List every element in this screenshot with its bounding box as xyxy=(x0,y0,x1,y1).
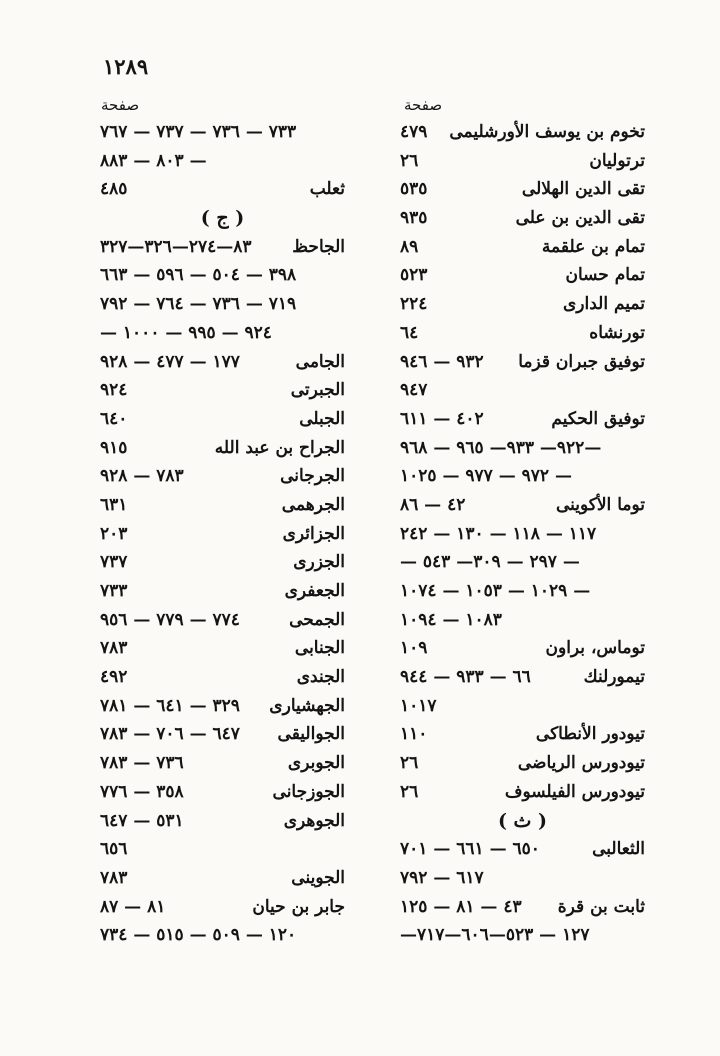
entry-pages: ١٧٧ — ٤٧٧ — ٩٢٨ xyxy=(100,351,240,372)
index-entry xyxy=(100,491,345,520)
entry-pages: ٢٢٤ xyxy=(400,294,428,315)
entry-pages: ٧٣٣ xyxy=(100,581,128,601)
index-entry xyxy=(400,692,645,721)
entry-pages: ١٠٨٣ — ١٠٩٤ xyxy=(400,609,502,630)
entry-pages: ١٢٠ — ٥٠٩ — ٥١٥ — ٧٣٤ xyxy=(100,925,297,946)
entry-pages: ٧١٩ — ٧٣٦ — ٧٦٤ — ٧٩٢ xyxy=(100,294,297,315)
entry-pages: — ٩٧٢ — ٩٧٧ — ١٠٢٥ xyxy=(400,466,572,487)
entry-name: توفيق الحكيم xyxy=(551,408,645,429)
entry-pages: ٧٧٤ — ٧٧٩ — ٩٥٦ xyxy=(100,609,240,630)
entry-pages: ٥٣١ — ٦٤٧ xyxy=(100,810,184,831)
index-entry xyxy=(400,462,645,491)
section-letter: ( ج ) xyxy=(200,207,245,230)
index-entry xyxy=(400,606,645,635)
index-entry xyxy=(100,147,345,176)
entry-pages: ٢٦ xyxy=(400,150,419,171)
entry-pages: ٨٣—٢٧٤—٣٢٦—٣٢٧ xyxy=(100,236,252,257)
index-entry xyxy=(100,692,345,721)
entry-name: الجنابى xyxy=(294,638,345,659)
entry-pages: ٣٩٨ — ٥٠٤ — ٥٩٦ — ٦٦٣ xyxy=(100,265,297,286)
entry-name: الجوينى xyxy=(291,867,345,888)
entry-name: الجبلى xyxy=(299,408,345,429)
entry-pages: ٩٢٤ — ٩٩٥ — ١٠٠٠ — xyxy=(100,322,272,343)
entry-pages: ٥٣٥ xyxy=(400,179,428,200)
entry-name: الثعالبى xyxy=(592,839,645,860)
entry-pages: ٤٠٢ — ٦١١ xyxy=(400,408,484,429)
index-entry xyxy=(100,548,345,577)
index-entry xyxy=(100,261,345,290)
entry-name: الجرجانى xyxy=(280,466,345,487)
section-letter: ( ث ) xyxy=(497,809,548,832)
index-entry xyxy=(100,749,345,778)
entry-pages: — ٨٠٣ — ٨٨٣ xyxy=(100,150,207,171)
entry-name: الجوبرى xyxy=(287,753,345,774)
entry-pages: ١٢٧ — ٥٢٣—٦٠٦—٧١٧— xyxy=(400,925,590,946)
index-entry xyxy=(100,634,345,663)
index-entry xyxy=(100,606,345,635)
entry-name: الجمحى xyxy=(289,609,345,630)
index-entry xyxy=(400,520,645,549)
index-entry xyxy=(400,434,645,463)
index-entry xyxy=(100,290,345,319)
index-entry xyxy=(400,749,645,778)
index-entry xyxy=(100,376,345,405)
entry-pages: ٦٤٧ — ٧٠٦ — ٧٨٣ xyxy=(100,724,240,745)
index-entry xyxy=(400,921,645,950)
index-entry xyxy=(400,204,645,233)
entry-pages: ١١٠ xyxy=(400,724,428,745)
index-entry xyxy=(400,893,645,922)
entry-name: توفيق جبران قزما xyxy=(518,351,645,372)
entry-pages: ١٠٩ xyxy=(400,638,428,659)
index-entry xyxy=(100,405,345,434)
entry-name: ثعلب xyxy=(309,179,345,200)
entry-pages: ٨١ — ٨٧ xyxy=(100,896,166,917)
entry-name: الجوزجانى xyxy=(272,781,345,802)
entry-pages: ٦٤ xyxy=(400,322,419,343)
entry-name: الجاحظ xyxy=(292,236,345,257)
index-entry xyxy=(400,405,645,434)
entry-name: الجبرتى xyxy=(290,380,345,401)
section-heading xyxy=(100,204,345,233)
entry-pages: ٢٦ xyxy=(400,753,419,774)
index-entry xyxy=(400,233,645,262)
entry-name: توما الأكوينى xyxy=(555,494,645,515)
entry-pages: ٦٣١ xyxy=(100,494,128,515)
entry-name: تيودور الأنطاكى xyxy=(535,724,645,745)
entry-pages: ٣٢٩ — ٦٤١ — ٧٨١ xyxy=(100,695,240,716)
entry-pages: ٤٨٥ xyxy=(100,179,128,200)
entry-pages: ٤٧٩ xyxy=(400,122,428,142)
index-entry xyxy=(400,491,645,520)
index-entry xyxy=(100,893,345,922)
index-entry xyxy=(100,520,345,549)
entry-name: الجوهرى xyxy=(283,810,345,831)
index-column-left xyxy=(100,118,345,950)
column-header-right: صفحة xyxy=(404,96,443,114)
index-entry xyxy=(400,663,645,692)
entry-name: تمام حسان xyxy=(565,265,645,286)
index-entry xyxy=(100,778,345,807)
entry-pages: ٢٠٣ xyxy=(100,523,128,544)
entry-pages: ٩٣٢ — ٩٤٦ xyxy=(400,351,484,372)
entry-name: الجراح بن عبد الله xyxy=(214,437,345,458)
index-entry xyxy=(100,319,345,348)
entry-name: تيودورس الفيلسوف xyxy=(504,781,645,802)
entry-name: تخوم بن يوسف الأورشليمى xyxy=(449,122,645,142)
entry-name: ثابت بن قرة xyxy=(557,896,645,917)
index-entry xyxy=(100,864,345,893)
entry-pages: ٧٨٣ xyxy=(100,867,128,888)
entry-pages: ٩٤٧ xyxy=(400,380,428,401)
entry-name: تقى الدين بن على xyxy=(515,208,645,229)
index-column-right xyxy=(400,118,645,950)
index-entry xyxy=(100,118,345,147)
entry-name: الجرهمى xyxy=(281,494,345,515)
page-number: ١٢٨٩ xyxy=(103,54,149,79)
entry-pages: ٥٢٣ xyxy=(400,265,428,286)
entry-pages: ٤٢ — ٨٦ xyxy=(400,494,466,515)
entry-name: الجواليقى xyxy=(277,724,345,745)
entry-name: تورنشاه xyxy=(589,322,645,343)
entry-pages: ٦٤٠ xyxy=(100,408,128,429)
index-entry xyxy=(100,434,345,463)
index-entry xyxy=(400,548,645,577)
index-entry xyxy=(400,175,645,204)
entry-name: تيودورس الرياضى xyxy=(517,753,645,774)
index-entry xyxy=(100,175,345,204)
index-entry xyxy=(400,778,645,807)
entry-name: الجزائرى xyxy=(282,523,345,544)
index-entry xyxy=(400,147,645,176)
entry-pages: ١١٧ — ١١٨ — ١٣٠ — ٢٤٢ xyxy=(400,523,597,544)
entry-pages: ٧٣٧ xyxy=(100,552,128,573)
entry-name: تقى الدين الهلالى xyxy=(521,179,645,200)
index-entry xyxy=(400,864,645,893)
index-entry xyxy=(400,118,645,147)
entry-pages: ٧٣٦ — ٧٨٣ xyxy=(100,753,184,774)
entry-name: الجندى xyxy=(296,667,345,688)
entry-pages: ٨٩ xyxy=(400,236,419,257)
entry-pages: ٢٦ xyxy=(400,781,419,802)
entry-name: جابر بن حيان xyxy=(252,896,345,917)
entry-pages: ١٠١٧ xyxy=(400,695,437,716)
entry-pages: — ١٠٢٩ — ١٠٥٣ — ١٠٧٤ xyxy=(400,581,591,601)
entry-pages: ٤٣ — ٨١ — ١٢٥ xyxy=(400,896,522,917)
index-entry xyxy=(400,290,645,319)
entry-name: الجامى xyxy=(295,351,345,372)
index-entry xyxy=(100,921,345,950)
index-entry xyxy=(100,348,345,377)
entry-pages: —٩٢٢— ٩٣٣— ٩٦٥ — ٩٦٨ xyxy=(400,437,602,458)
entry-pages: ٦٥٠ — ٦٦١ — ٧٠١ xyxy=(400,839,540,860)
index-entry xyxy=(400,577,645,606)
index-entry xyxy=(400,261,645,290)
entry-name: الجعفرى xyxy=(284,581,345,601)
entry-name: تمام بن علقمة xyxy=(541,236,645,257)
entry-name: ترتوليان xyxy=(589,150,645,171)
index-entry xyxy=(400,319,645,348)
entry-pages: ٧٣٣ — ٧٣٦ — ٧٣٧ — ٧٦٧ xyxy=(100,122,297,142)
entry-pages: ٦١٧ — ٧٩٢ xyxy=(400,867,484,888)
entry-pages: ٦٥٦ xyxy=(100,839,128,860)
entry-pages: — ٢٩٧ — ٣٠٩— ٥٤٣ — xyxy=(400,552,580,573)
index-entry xyxy=(400,348,645,377)
entry-pages: ٤٩٢ xyxy=(100,667,128,688)
entry-name: الجهشيارى xyxy=(269,695,345,716)
entry-pages: ٧٨٣ xyxy=(100,638,128,659)
entry-name: توماس، براون xyxy=(545,638,645,659)
index-entry xyxy=(100,720,345,749)
entry-name: تميم الدارى xyxy=(563,294,645,315)
index-entry xyxy=(400,634,645,663)
entry-pages: ٣٥٨ — ٧٧٦ xyxy=(100,781,184,802)
entry-pages: ٩٣٥ xyxy=(400,208,428,229)
index-entry xyxy=(400,720,645,749)
index-entry xyxy=(400,376,645,405)
entry-name: الجزرى xyxy=(293,552,345,573)
index-entry xyxy=(100,835,345,864)
entry-pages: ٩٢٤ xyxy=(100,380,128,401)
section-heading xyxy=(400,807,645,836)
index-entry xyxy=(100,233,345,262)
column-header-left: صفحة xyxy=(101,96,140,114)
index-entry xyxy=(400,835,645,864)
index-entry xyxy=(100,577,345,606)
entry-pages: ٦٦ — ٩٣٣ — ٩٤٤ xyxy=(400,667,531,688)
entry-pages: ٩١٥ xyxy=(100,437,128,458)
index-entry xyxy=(100,462,345,491)
index-entry xyxy=(100,807,345,836)
index-entry xyxy=(100,663,345,692)
entry-pages: ٧٨٣ — ٩٢٨ xyxy=(100,466,184,487)
entry-name: تيمورلنك xyxy=(583,667,645,688)
